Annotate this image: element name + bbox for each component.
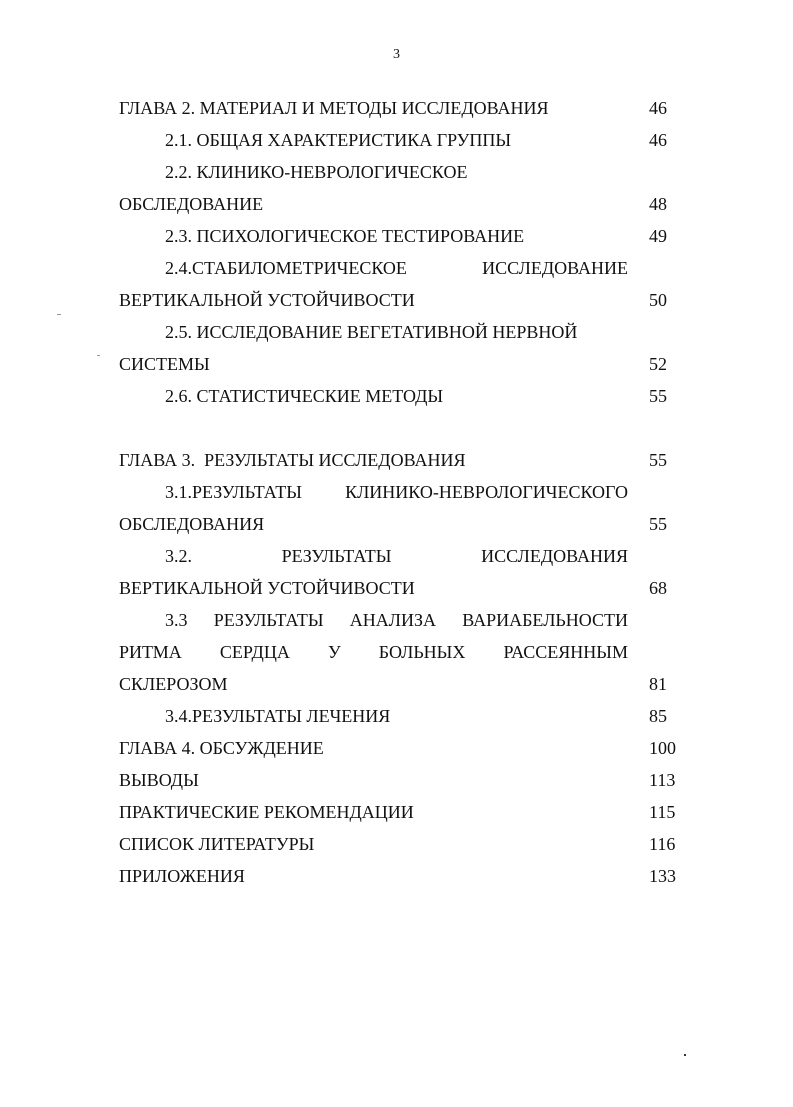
toc-entry-title: 2.6. СТАТИСТИЧЕСКИЕ МЕТОДЫ (165, 386, 444, 406)
toc-word: РИТМА (119, 642, 182, 662)
toc-word: 2.4.СТАБИЛОМЕТРИЧЕСКОЕ (165, 258, 407, 278)
toc-entry (119, 540, 679, 572)
toc-entry (119, 604, 679, 636)
toc-word: РЕЗУЛЬТАТЫ (213, 610, 324, 630)
section-spacer (119, 412, 679, 444)
toc-entry-page: 46 (649, 98, 667, 118)
toc-entry (119, 668, 679, 700)
toc-word: РАССЕЯННЫМ (503, 642, 628, 662)
toc-word: СЕРДЦА (219, 642, 290, 662)
toc-entry (119, 476, 679, 508)
toc-entry (119, 316, 679, 348)
toc-entry (119, 156, 679, 188)
toc-entry-page: 113 (649, 770, 676, 790)
toc-entry-page: 133 (649, 866, 676, 886)
toc-word: РЕЗУЛЬТАТЫ (281, 546, 392, 566)
toc-entry-title: 2.2. КЛИНИКО-НЕВРОЛОГИЧЕСКОЕ (165, 162, 468, 182)
toc-entry-title: ГЛАВА 2. МАТЕРИАЛ И МЕТОДЫ ИССЛЕДОВАНИЯ (119, 98, 549, 118)
toc-entry-page: 68 (649, 578, 667, 598)
toc-entry-page: 48 (649, 194, 667, 214)
toc-entry (119, 444, 679, 476)
toc-entry (119, 348, 679, 380)
toc-word: 3.1.РЕЗУЛЬТАТЫ (165, 482, 302, 502)
toc-entry (119, 380, 679, 412)
toc-entry (119, 764, 679, 796)
table-of-contents (119, 92, 679, 892)
toc-entry (119, 636, 679, 668)
toc-entry-title: ВЕРТИКАЛЬНОЙ УСТОЙЧИВОСТИ (119, 290, 415, 310)
toc-entry (119, 284, 679, 316)
toc-entry-title: ВЫВОДЫ (119, 770, 199, 790)
toc-entry-title: ОБСЛЕДОВАНИЕ (119, 194, 264, 214)
toc-entry-page: 52 (649, 354, 667, 374)
toc-entry-title (165, 604, 628, 636)
toc-entry-title: 2.5. ИССЛЕДОВАНИЕ ВЕГЕТАТИВНОЙ НЕРВНОЙ (165, 322, 578, 342)
toc-entry-title: 2.1. ОБЩАЯ ХАРАКТЕРИСТИКА ГРУППЫ (165, 130, 512, 150)
toc-entry-title: СИСТЕМЫ (119, 354, 210, 374)
toc-entry-title (165, 252, 628, 284)
toc-entry-page: 55 (649, 514, 667, 534)
toc-word: ИССЛЕДОВАНИЯ (481, 546, 628, 566)
toc-entry-page: 81 (649, 674, 667, 694)
page-number: 3 (393, 47, 400, 62)
toc-entry-title: ВЕРТИКАЛЬНОЙ УСТОЙЧИВОСТИ (119, 578, 415, 598)
toc-word: АНАЛИЗА (349, 610, 437, 630)
toc-entry (119, 860, 679, 892)
toc-entry-title (119, 636, 628, 668)
toc-word: ВАРИАБЕЛЬНОСТИ (462, 610, 628, 630)
toc-entry-page: 100 (649, 738, 676, 758)
toc-entry-page: 55 (649, 450, 667, 470)
toc-entry-page: 85 (649, 706, 667, 726)
toc-entry-page: 46 (649, 130, 667, 150)
toc-entry (119, 700, 679, 732)
toc-entry-title: ГЛАВА 4. ОБСУЖДЕНИЕ (119, 738, 324, 758)
toc-entry (119, 508, 679, 540)
toc-entry (119, 572, 679, 604)
scan-speck (684, 1054, 686, 1056)
toc-entry (119, 732, 679, 764)
toc-entry-title: ГЛАВА 3. РЕЗУЛЬТАТЫ ИССЛЕДОВАНИЯ (119, 450, 466, 470)
toc-word: 3.3 (165, 610, 188, 630)
scan-speck (57, 314, 61, 315)
toc-entry-page: 55 (649, 386, 667, 406)
toc-entry (119, 828, 679, 860)
toc-word: У (327, 642, 341, 662)
toc-entry-title: ПРИЛОЖЕНИЯ (119, 866, 245, 886)
toc-entry-title: СПИСОК ЛИТЕРАТУРЫ (119, 834, 315, 854)
toc-entry-page: 116 (649, 834, 676, 854)
toc-entry-page: 115 (649, 802, 676, 822)
toc-word: БОЛЬНЫХ (378, 642, 466, 662)
toc-entry (119, 796, 679, 828)
toc-entry-page: 49 (649, 226, 667, 246)
toc-entry (119, 188, 679, 220)
toc-entry-title: ОБСЛЕДОВАНИЯ (119, 514, 265, 534)
toc-word: ИССЛЕДОВАНИЕ (482, 258, 628, 278)
toc-entry (119, 252, 679, 284)
scan-speck (97, 355, 100, 356)
toc-entry-title (165, 540, 628, 572)
toc-entry-title: 3.4.РЕЗУЛЬТАТЫ ЛЕЧЕНИЯ (165, 706, 391, 726)
toc-word: КЛИНИКО-НЕВРОЛОГИЧЕСКОГО (345, 482, 628, 502)
toc-entry-title: ПРАКТИЧЕСКИЕ РЕКОМЕНДАЦИИ (119, 802, 414, 822)
toc-entry-title: 2.3. ПСИХОЛОГИЧЕСКОЕ ТЕСТИРОВАНИЕ (165, 226, 525, 246)
toc-entry (119, 124, 679, 156)
toc-entry-page: 50 (649, 290, 667, 310)
toc-entry-title: СКЛЕРОЗОМ (119, 674, 228, 694)
toc-entry (119, 92, 679, 124)
toc-entry-title (165, 476, 628, 508)
toc-word: 3.2. (165, 546, 192, 566)
toc-entry (119, 220, 679, 252)
